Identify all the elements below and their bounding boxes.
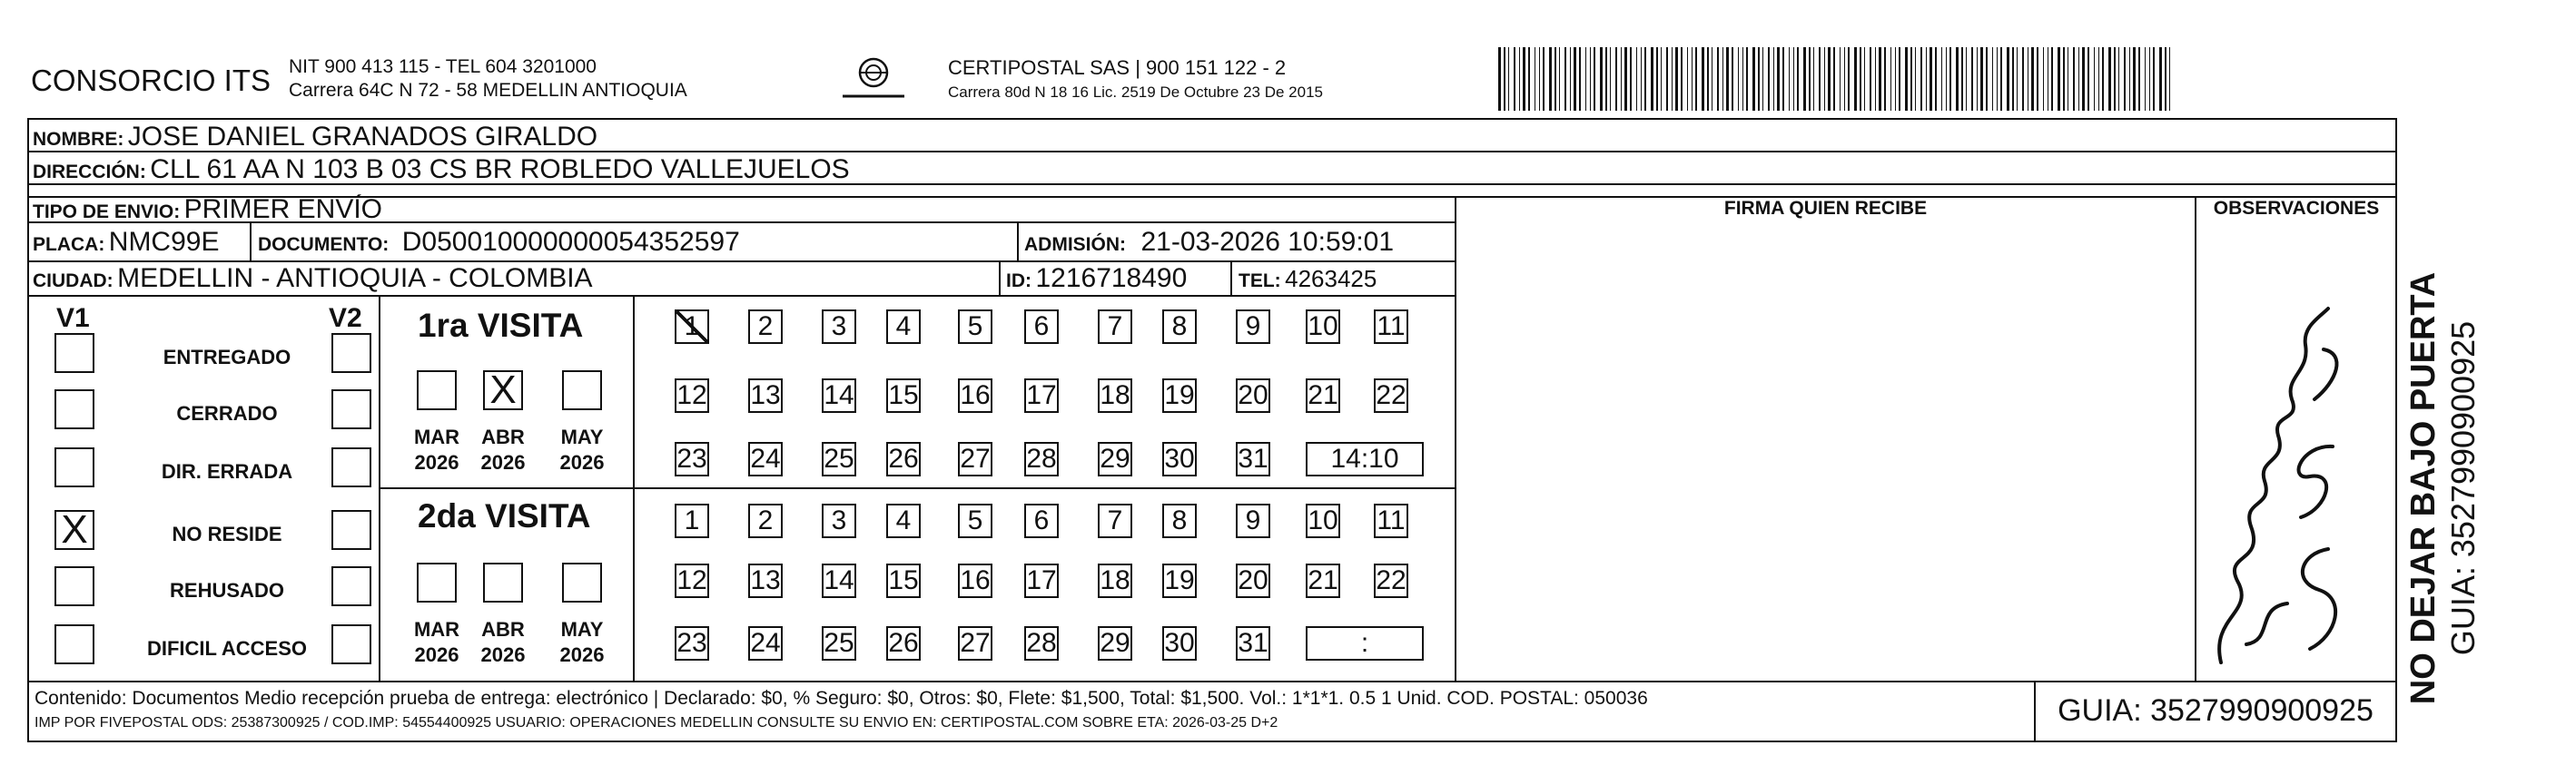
day-cell[interactable]: 13 <box>748 378 783 413</box>
side-text <box>2404 118 2486 742</box>
side-warning: NO DEJAR BAJO PUERTA <box>2404 271 2443 705</box>
day-cell[interactable]: 8 <box>1162 504 1197 538</box>
day-cell[interactable]: 30 <box>1162 626 1197 661</box>
day-cell[interactable]: 4 <box>886 309 921 344</box>
day-cell[interactable]: 2 <box>748 504 783 538</box>
v2-checkbox[interactable] <box>331 510 371 550</box>
day-cell[interactable]: 29 <box>1098 626 1132 661</box>
month-checkbox[interactable]: X <box>483 370 523 410</box>
placa-value: NMC99E <box>108 227 220 257</box>
carrier-line1: CERTIPOSTAL SAS | 900 151 122 - 2 <box>948 56 1287 79</box>
day-cell[interactable]: 28 <box>1024 626 1059 661</box>
day-cell[interactable]: 29 <box>1098 442 1132 476</box>
v1-checkbox[interactable] <box>54 389 94 429</box>
direccion-value: CLL 61 AA N 103 B 03 CS BR ROBLEDO VALLEJUELOS <box>150 154 850 184</box>
day-cell[interactable]: 25 <box>822 442 856 476</box>
carrier-line2: Carrera 80d N 18 16 Lic. 2519 De Octubre 23 De 2015 <box>948 83 1323 101</box>
day-cell[interactable]: 6 <box>1024 309 1059 344</box>
month-label: MAY <box>560 426 604 448</box>
admision-label: ADMISIÓN: <box>1024 234 1126 255</box>
day-cell[interactable]: 13 <box>748 564 783 598</box>
day-cell[interactable]: 21 <box>1306 378 1340 413</box>
admision-value: 21-03-2026 10:59:01 <box>1140 227 1395 257</box>
day-cell[interactable]: 8 <box>1162 309 1197 344</box>
ciudad-label: CIUDAD: <box>33 270 114 291</box>
month-checkbox[interactable] <box>417 563 457 603</box>
month-label: MAY <box>560 618 604 641</box>
month-label: ABR <box>481 618 525 641</box>
day-cell[interactable]: 16 <box>958 378 992 413</box>
v1-header: V1 <box>56 303 90 333</box>
company-line1: NIT 900 413 115 - TEL 604 3201000 <box>289 56 597 77</box>
tipo-envio-label: TIPO DE ENVIO: <box>33 201 181 222</box>
v1-checkbox[interactable]: X <box>54 510 94 550</box>
handwritten-signature <box>2201 290 2364 672</box>
status-option-label: REHUSADO <box>170 579 284 602</box>
second-visit-title: 2da VISITA <box>418 497 591 535</box>
day-cell[interactable]: 10 <box>1306 309 1340 344</box>
day-cell[interactable]: 6 <box>1024 504 1059 538</box>
month-label: MAR <box>413 426 460 448</box>
day-cell[interactable]: 28 <box>1024 442 1059 476</box>
day-cell[interactable]: 15 <box>886 564 921 598</box>
v1-checkbox[interactable] <box>54 333 94 373</box>
id-value: 1216718490 <box>1035 263 1188 293</box>
day-cell[interactable]: 5 <box>958 309 992 344</box>
day-cell[interactable]: 23 <box>675 626 709 661</box>
day-cell[interactable]: 26 <box>886 626 921 661</box>
day-cell[interactable]: 31 <box>1236 626 1270 661</box>
v2-checkbox[interactable] <box>331 333 371 373</box>
day-cell[interactable]: 14 <box>822 378 856 413</box>
status-option-label: CERRADO <box>176 402 278 425</box>
day-cell[interactable]: 7 <box>1098 309 1132 344</box>
day-cell[interactable]: 12 <box>675 564 709 598</box>
day-cell[interactable]: 21 <box>1306 564 1340 598</box>
ciudad-value: MEDELLIN - ANTIOQUIA - COLOMBIA <box>117 263 593 293</box>
month-checkbox[interactable] <box>417 370 457 410</box>
side-guia: GUIA: 3527990900925 <box>2444 320 2482 656</box>
day-cell[interactable]: 17 <box>1024 378 1059 413</box>
v2-checkbox[interactable] <box>331 624 371 664</box>
day-cell[interactable]: 22 <box>1374 564 1408 598</box>
company-name: CONSORCIO ITS <box>31 64 271 97</box>
day-cell[interactable]: 11 <box>1374 504 1408 538</box>
direccion-label: DIRECCIÓN: <box>33 162 146 182</box>
day-cell[interactable]: 25 <box>822 626 856 661</box>
day-cell[interactable]: 16 <box>958 564 992 598</box>
day-cell[interactable]: 4 <box>886 504 921 538</box>
day-cell[interactable]: 19 <box>1162 564 1197 598</box>
day-cell[interactable]: 17 <box>1024 564 1059 598</box>
v2-header: V2 <box>329 303 362 333</box>
month-checkbox[interactable] <box>562 370 602 410</box>
v1-checkbox[interactable] <box>54 447 94 487</box>
time-cell[interactable]: : <box>1306 626 1424 661</box>
month-year: 2026 <box>414 451 459 474</box>
company-line2: Carrera 64C N 72 - 58 MEDELLIN ANTIOQUIA <box>289 80 687 101</box>
status-option-label: NO RESIDE <box>172 523 282 545</box>
month-year: 2026 <box>559 451 605 474</box>
day-cell[interactable]: 14 <box>822 564 856 598</box>
id-label: ID: <box>1006 270 1031 291</box>
day-cell[interactable]: 24 <box>748 442 783 476</box>
day-cell[interactable]: 18 <box>1098 564 1132 598</box>
placa-label: PLACA: <box>33 234 105 255</box>
tel-label: TEL: <box>1239 270 1281 291</box>
month-year: 2026 <box>480 451 526 474</box>
month-year: 2026 <box>559 643 605 666</box>
day-cell[interactable]: 31 <box>1236 442 1270 476</box>
nombre-value: JOSE DANIEL GRANADOS GIRALDO <box>127 122 598 152</box>
time-cell[interactable]: 14:10 <box>1306 442 1424 476</box>
v1-checkbox[interactable] <box>54 624 94 664</box>
v2-checkbox[interactable] <box>331 566 371 606</box>
day-cell[interactable]: 3 <box>822 504 856 538</box>
day-cell[interactable]: 20 <box>1236 564 1270 598</box>
v1-checkbox[interactable] <box>54 566 94 606</box>
certipostal-logo <box>837 53 910 107</box>
day-cell[interactable]: 30 <box>1162 442 1197 476</box>
day-cell[interactable]: 24 <box>748 626 783 661</box>
v2-checkbox[interactable] <box>331 389 371 429</box>
day-cell[interactable]: 22 <box>1374 378 1408 413</box>
tipo-envio-value: PRIMER ENVÍO <box>183 194 383 224</box>
documento-value: D050010000000054352597 <box>401 227 740 257</box>
day-cell[interactable]: 11 <box>1374 309 1408 344</box>
month-label: MAR <box>413 618 460 641</box>
day-cell[interactable]: 20 <box>1236 378 1270 413</box>
day-cell[interactable]: 2 <box>748 309 783 344</box>
first-visit-title: 1ra VISITA <box>418 307 584 344</box>
footer-guia: GUIA: 3527990900925 <box>2058 693 2374 728</box>
day-cell[interactable]: 7 <box>1098 504 1132 538</box>
v2-checkbox[interactable] <box>331 447 371 487</box>
status-option-label: DIFICIL ACCESO <box>146 637 307 660</box>
day-cell[interactable]: 19 <box>1162 378 1197 413</box>
status-option-label: DIR. ERRADA <box>161 460 293 483</box>
day-cell[interactable]: 9 <box>1236 309 1270 344</box>
month-checkbox[interactable] <box>562 563 602 603</box>
day-cell[interactable]: 12 <box>675 378 709 413</box>
day-cell[interactable]: 9 <box>1236 504 1270 538</box>
nombre-label: NOMBRE: <box>33 129 124 150</box>
month-year: 2026 <box>480 643 526 666</box>
footer-line2: IMP POR FIVEPOSTAL ODS: 25387300925 / COD.IMP: 54554400925 USUARIO: OPERACIONES MEDELLIN CONSULTE SU ENVIO EN: CERTIPOSTAL.COM SOBRE ETA: 2026-03-25 D+2 <box>35 715 1278 731</box>
day-cell[interactable]: 1 <box>675 504 709 538</box>
documento-label: DOCUMENTO: <box>258 234 390 255</box>
day-cell[interactable]: 10 <box>1306 504 1340 538</box>
firma-header: FIRMA QUIEN RECIBE <box>1723 198 1928 219</box>
tel-value: 4263425 <box>1285 265 1377 292</box>
month-year: 2026 <box>414 643 459 666</box>
day-cell[interactable]: 1 <box>675 309 709 344</box>
day-cell[interactable]: 3 <box>822 309 856 344</box>
month-label: ABR <box>481 426 525 448</box>
day-cell[interactable]: 5 <box>958 504 992 538</box>
status-option-label: ENTREGADO <box>163 346 291 368</box>
month-checkbox[interactable] <box>483 563 523 603</box>
day-cell[interactable]: 27 <box>958 626 992 661</box>
day-cell[interactable]: 15 <box>886 378 921 413</box>
footer-line1: Contenido: Documentos Medio recepción prueba de entrega: electrónico | Declarado: $0, % Seguro: $0, Otros: $0, Flete: $1,500, Total: $1,500. Vol.: 1*1*1. 0.5 1 Unid. COD. POSTAL: 050036 <box>35 688 1648 709</box>
day-cell[interactable]: 26 <box>886 442 921 476</box>
barcode <box>1496 47 2176 111</box>
day-cell[interactable]: 23 <box>675 442 709 476</box>
day-cell[interactable]: 27 <box>958 442 992 476</box>
observaciones-header: OBSERVACIONES <box>2213 198 2380 219</box>
day-cell[interactable]: 18 <box>1098 378 1132 413</box>
